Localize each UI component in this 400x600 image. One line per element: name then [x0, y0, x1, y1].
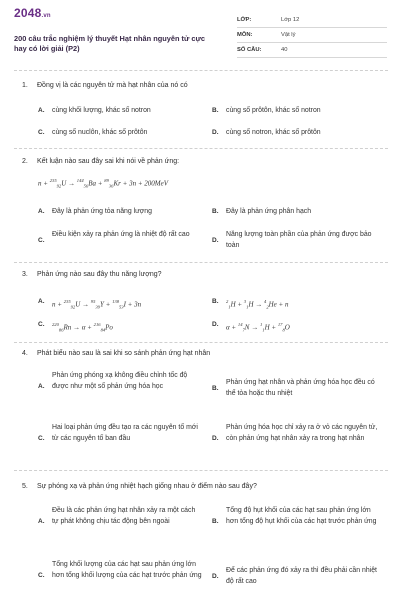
logo-suffix: .vn	[41, 13, 51, 19]
option-text: cùng số nuclôn, khác số prôtôn	[52, 129, 148, 136]
option-text: Phản ứng hóa học chỉ xảy ra ở vỏ các nguyên tử, còn phản ứng hạt nhân xảy ra trong hạt nhân	[226, 424, 378, 442]
question-text: Kết luận nào sau đây sai khi nói về phản ứng:	[37, 158, 180, 165]
option-letter: B.	[212, 518, 219, 525]
option-letter: B.	[212, 298, 219, 305]
option-equation: α + $^{14}_7$N → $^1_1$H + $^{17}_8$O	[226, 322, 290, 333]
option-text: cùng số prôtôn, khác số notron	[226, 107, 321, 114]
option-letter: C.	[38, 129, 45, 136]
meta-value: Lớp 12	[281, 17, 300, 23]
logo-text: 2048	[14, 6, 42, 20]
option-text: Đây là phản ứng tỏa năng lượng	[52, 208, 152, 215]
option-letter: B.	[212, 385, 219, 392]
option-text: Tổng khối lượng của các hạt sau phản ứng lớn hơn tổng khối lượng của các hạt trước phản ứng	[52, 561, 202, 579]
option-letter: A.	[38, 298, 45, 305]
divider	[14, 262, 388, 263]
meta-row-count	[237, 42, 387, 58]
reaction-equation: n + $^{235}_{92}$U → $^{144}_{56}$Ba + $^{89}_{36}$Kr + 3n + 200MeV	[38, 178, 169, 189]
option-text: Phản ứng phóng xạ không điều chỉnh tốc độ được như một số phản ứng hóa học	[52, 372, 188, 390]
option-letter: D.	[212, 129, 219, 136]
option-text: Năng lượng toàn phần của phản ứng được bảo toàn	[226, 231, 372, 249]
option-text: Đều là các phản ứng hạt nhân xảy ra một cách tự phát không chịu tác động bên ngoài	[52, 507, 196, 525]
option-equation: $^{220}_{86}$Rn → α + $^{216}_{84}$Po	[52, 322, 113, 333]
option-text: cùng khối lượng, khác số notron	[52, 107, 151, 114]
divider	[14, 470, 388, 471]
meta-value: Vật lý	[281, 32, 296, 38]
question-number: 4.	[22, 350, 28, 357]
option-letter: D.	[212, 435, 219, 442]
option-text: Để các phản ứng đó xảy ra thì đều phải cần nhiệt độ rất cao	[226, 567, 377, 585]
option-text: Đây là phản ứng phân hạch	[226, 208, 312, 215]
option-letter: A.	[38, 107, 45, 114]
option-text: Tổng độ hụt khối của các hạt sau phản ứng lớn hơn tổng độ hụt khối của các hạt trước phản ứng	[226, 507, 377, 525]
question-number: 1.	[22, 82, 28, 89]
option-letter: D.	[212, 237, 219, 244]
option-letter: B.	[212, 208, 219, 215]
question-number: 3.	[22, 271, 28, 278]
question-text: Phát biểu nào sau là sai khi so sánh phản ứng hạt nhân	[37, 350, 211, 357]
option-text: Hai loại phản ứng đều tạo ra các nguyên tố mới từ các nguyên tố ban đầu	[52, 424, 198, 442]
option-equation: $^2_1$H + $^3_1$H → $^4_2$He + n	[226, 299, 289, 310]
question-text: Phản ứng nào sau đây thu năng lượng?	[37, 271, 162, 278]
divider	[14, 70, 388, 71]
question-number: 5.	[22, 483, 28, 490]
option-text: Phản ứng hạt nhân và phản ứng hóa học đều có thể tỏa hoặc thu nhiệt	[226, 379, 375, 397]
option-letter: C.	[38, 572, 45, 579]
question-text: Đồng vị là các nguyên tử mà hạt nhân của nó có	[37, 82, 188, 89]
meta-label: SỐ CÂU:	[237, 47, 262, 53]
option-letter: A.	[38, 208, 45, 215]
divider	[14, 148, 388, 149]
meta-value: 40	[281, 47, 288, 53]
option-letter: B.	[212, 107, 219, 114]
option-letter: A.	[38, 518, 45, 525]
option-equation: n + $^{235}_{92}$U → $^{95}_{39}$Y + $^{138}_{53}$I + 3n	[52, 299, 142, 310]
meta-label: LỚP:	[237, 17, 252, 23]
meta-label: MÔN:	[237, 32, 253, 38]
option-text: Điều kiện xảy ra phản ứng là nhiệt độ rất cao	[52, 231, 190, 238]
meta-row-subject	[237, 27, 387, 43]
option-letter: A.	[38, 383, 45, 390]
divider	[14, 342, 388, 343]
option-letter: C.	[38, 435, 45, 442]
site-logo[interactable]	[14, 6, 51, 20]
option-letter: C.	[38, 237, 45, 244]
option-letter: D.	[212, 573, 219, 580]
option-text: cùng số notron, khác số prôtôn	[226, 129, 321, 136]
question-text: Sự phóng xạ và phản ứng nhiệt hạch giống nhau ở điểm nào sau đây?	[37, 483, 257, 490]
option-letter: D.	[212, 321, 219, 328]
document-title: 200 câu trắc nghiệm lý thuyết Hạt nhân nguyên tử cực hay có lời giải (P2)	[14, 34, 205, 53]
option-letter: C.	[38, 321, 45, 328]
meta-row-class	[237, 12, 387, 28]
question-number: 2.	[22, 158, 28, 165]
